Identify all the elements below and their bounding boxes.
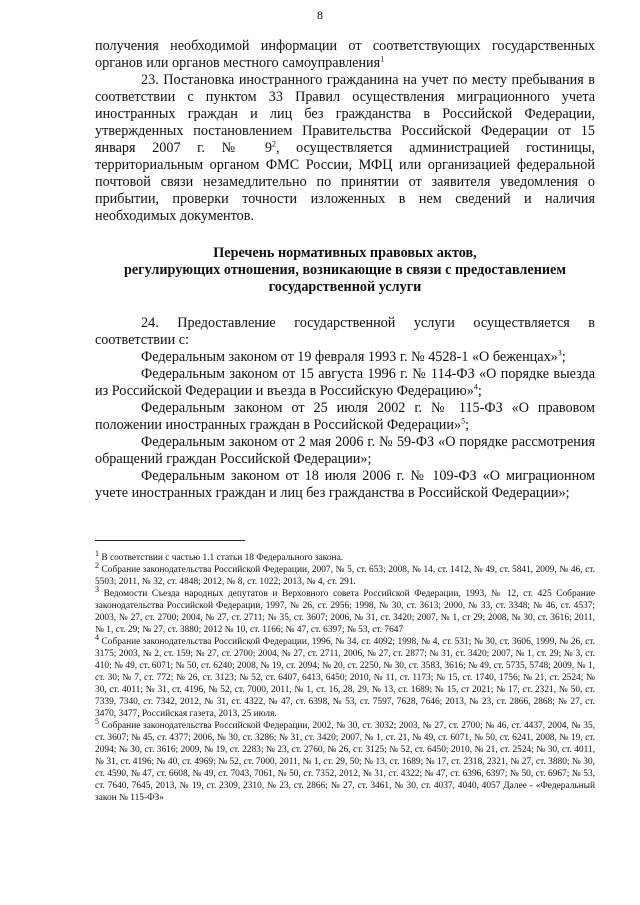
footnote-text: В соответствии с частью 1.1 статьи 18 Федерального закона. bbox=[99, 553, 344, 563]
footnote-text: Собрание законодательства Российской Федерации, 1996, № 34, ст. 4092; 1998, № 4, ст. 531; № 30, ст. 3606, 1999, № 26, ст. 3175; 2003, № 2, ст. 159; № 27, ст. 2700; 2004, № 27, ст. 2711, 2006, № 27, ст. 2877; № 31, ст. 3420; 2007, № 1, ст. 29; № 3, ст. 410; № 49, ст. 6071; № 50, ст. 6240; 2008, № 19, ст. 2094; № 20, ст. 2250, № 30, ст. 3583, 3616; № 49, ст. 5735, 5748; 2009, № 1, ст. 30; № 7, ст. 772; № 26, ст. 3123; № 52, ст. 6407, 6413, 6450; 2010, № 11, ст. 1173; № 15, ст. 1740, 1756; № 21, ст. 2524; № 30, ст. 4011; № 31, ст. 4196, № 52, ст. 7000, 2011, № 1, ст. 16, 28, 29, № 13, ст. 1689; № 15, ст 2021; № 17, ст. 2321, № 50, ст. 7339, 7340, ст. 7342, 2012, № 31, ст. 4322, № 47, ст. 6398, № 53, ст. 7597, 7628, 7646; 2013, № 23, ст. 2866, 2868; № 27, ст. 3470, 3477, Российская газета, 2013, 25 июля. bbox=[95, 637, 595, 719]
law-item-end: ; bbox=[465, 417, 470, 433]
footnote-5 bbox=[95, 716, 595, 804]
footnote-2 bbox=[95, 560, 595, 588]
footnote-text: Собрание законодательства Российской Федерации, 2007, № 5, ст. 653; 2008, № 14, ст. 1412, № 49, ст. 5841, 2009, № 46, ст. 5503; 2011, № 32, ст. 4848; 2012, № 8, ст. 1022; 2013, № 4, ст. 291. bbox=[95, 565, 595, 587]
paragraph-24: 24. Предоставление государственной услуги осуществляется в соответствии с: bbox=[95, 315, 595, 348]
law-item-text: Федеральным законом от 19 февраля 1993 г. № 4528-1 «О беженцах» bbox=[141, 349, 558, 365]
law-item-end: ; bbox=[477, 383, 482, 399]
law-item bbox=[95, 400, 595, 434]
footnotes bbox=[95, 540, 595, 804]
paragraph-continuation-text: получения необходимой информации от соответствующих государственных органов или органов местного самоуправления bbox=[95, 38, 595, 71]
footnote-ref: 5 bbox=[461, 416, 466, 426]
footnote-4 bbox=[95, 632, 595, 720]
footnote-ref: 1 bbox=[380, 54, 385, 64]
heading-line-3: государственной услуги bbox=[268, 279, 422, 295]
law-item-end: ; bbox=[561, 349, 566, 365]
paragraph-23 bbox=[95, 72, 595, 225]
footnote-marker: 3 bbox=[95, 584, 99, 594]
heading-line-2: регулирующих отношения, возникающие в связи с предоставлением bbox=[123, 262, 566, 278]
footnote-3 bbox=[95, 584, 595, 636]
footnote-divider bbox=[95, 540, 245, 541]
law-item bbox=[95, 349, 595, 366]
footnote-marker: 5 bbox=[95, 716, 99, 726]
main-text bbox=[95, 38, 595, 502]
law-item: Федеральным законом от 2 мая 2006 г. № 59-ФЗ «О порядке рассмотрения обращений граждан Российской Федерации»; bbox=[95, 434, 595, 467]
section-heading bbox=[95, 245, 595, 296]
page-number: 8 bbox=[317, 8, 323, 22]
footnote-ref: 2 bbox=[271, 139, 276, 149]
paragraph-23-text-a: 23. Постановка иностранного гражданина на учет по месту пребывания в соответствии с пунктом 33 Правил осуществления миграционного учета иностранных граждан и лиц без гражданства в Российской Федерации, утвержденных постановлением Правительства Российской Федерации от 15 января 2007 г. № 9 bbox=[95, 72, 595, 156]
footnote-ref: 3 bbox=[557, 348, 562, 358]
footnote-text: Собрание законодательства Российской Федерации, 2002, № 30, ст. 3032; 2003, № 27, ст. 2700; № 46, ст. 4437, 2004, № 35, ст. 3607; № 45, ст. 4377; 2006, № 30, ст. 3286; № 31, ст. 3420; 2007, № 1, ст. 21, № 49, ст. 6071, № 50, ст. 6241, 2008, № 19, ст. 2094; № 30, ст. 3616; 2009, № 19, ст. 2283; № 23, ст. 2760, № 26, ст. 3125; № 52, ст. 6450; 2010, № 21, ст. 2524; № 30, ст. 4011, № 31, ст. 4196; № 40, ст. 4969; № 52, ст. 7000, 2011, № 1, ст. 29, 50; № 13, ст. 1689; № 17, ст. 2318, 2321, № 27, ст. 3880; № 30, ст. 4590, № 47, ст. 6608, № 49, ст. 7043, 7061, № 50, ст. 7352, 2012, № 31, ст. 4322; № 47, ст. 6396, 6397; № 50, ст. 6967; № 53, ст. 7640, 7645, 2013, № 19, ст. 2309, 2310, № 23, ст. 2866; № 27, ст. 3461, № 30, ст. 4037, 4040, 4057 Далее - «Федеральный закон № 115-ФЗ» bbox=[95, 721, 595, 803]
footnote-text: Ведомости Съезда народных депутатов и Верховного совета Российской Федерации, 1993, № 12, ст. 425 Собрание законодательства Российской Федерации, 1997, № 26, ст. 2956; 1998, № 30, ст. 3613; 2000, № 33, ст. 3348; № 46, ст. 4537; 2003, № 27, ст. 2700; 2004, № 27, ст. 2711; № 35, ст. 3607; 2006, № 31, ст. 3420; 2007, № 1, ст 29; 2008, № 30, ст. 3616; 2011, № 1, ст. 29; № 27, ст. 3880; 2012 № 10, ст. 1166; № 47, ст. 6397; № 53, ст. 7647 bbox=[95, 589, 595, 635]
footnote-marker: 1 bbox=[95, 548, 99, 558]
law-item-text: Федеральным законом от 25 июля 2002 г. № 115-ФЗ «О правовом положении иностранных граждан в Российской Федерации» bbox=[95, 400, 595, 433]
heading-line-1: Перечень нормативных правовых актов, bbox=[213, 245, 477, 261]
footnote-marker: 2 bbox=[95, 560, 99, 570]
paragraph-continuation bbox=[95, 38, 595, 72]
law-item-text: Федеральным законом от 15 августа 1996 г. № 114-ФЗ «О порядке выезда из Российской Федерации и въезда в Российскую Федерацию» bbox=[95, 366, 595, 399]
law-item bbox=[95, 366, 595, 400]
paragraph-23-text-b: , осуществляется администрацией гостиницы, территориальным органом ФМС России, МФЦ или организацией федеральной почтовой связи незамедлительно по принятии от заявителя уведомления о прибытии, проверки точности изложенных в нем сведений и наличия необходимых документов. bbox=[95, 140, 595, 224]
footnote-1 bbox=[95, 548, 595, 564]
footnote-marker: 4 bbox=[95, 632, 99, 642]
footnote-ref: 4 bbox=[473, 382, 478, 392]
law-item: Федеральным законом от 18 июля 2006 г. № 109-ФЗ «О миграционном учете иностранных граждан и лиц без гражданства в Российской Федерации»; bbox=[95, 468, 595, 501]
